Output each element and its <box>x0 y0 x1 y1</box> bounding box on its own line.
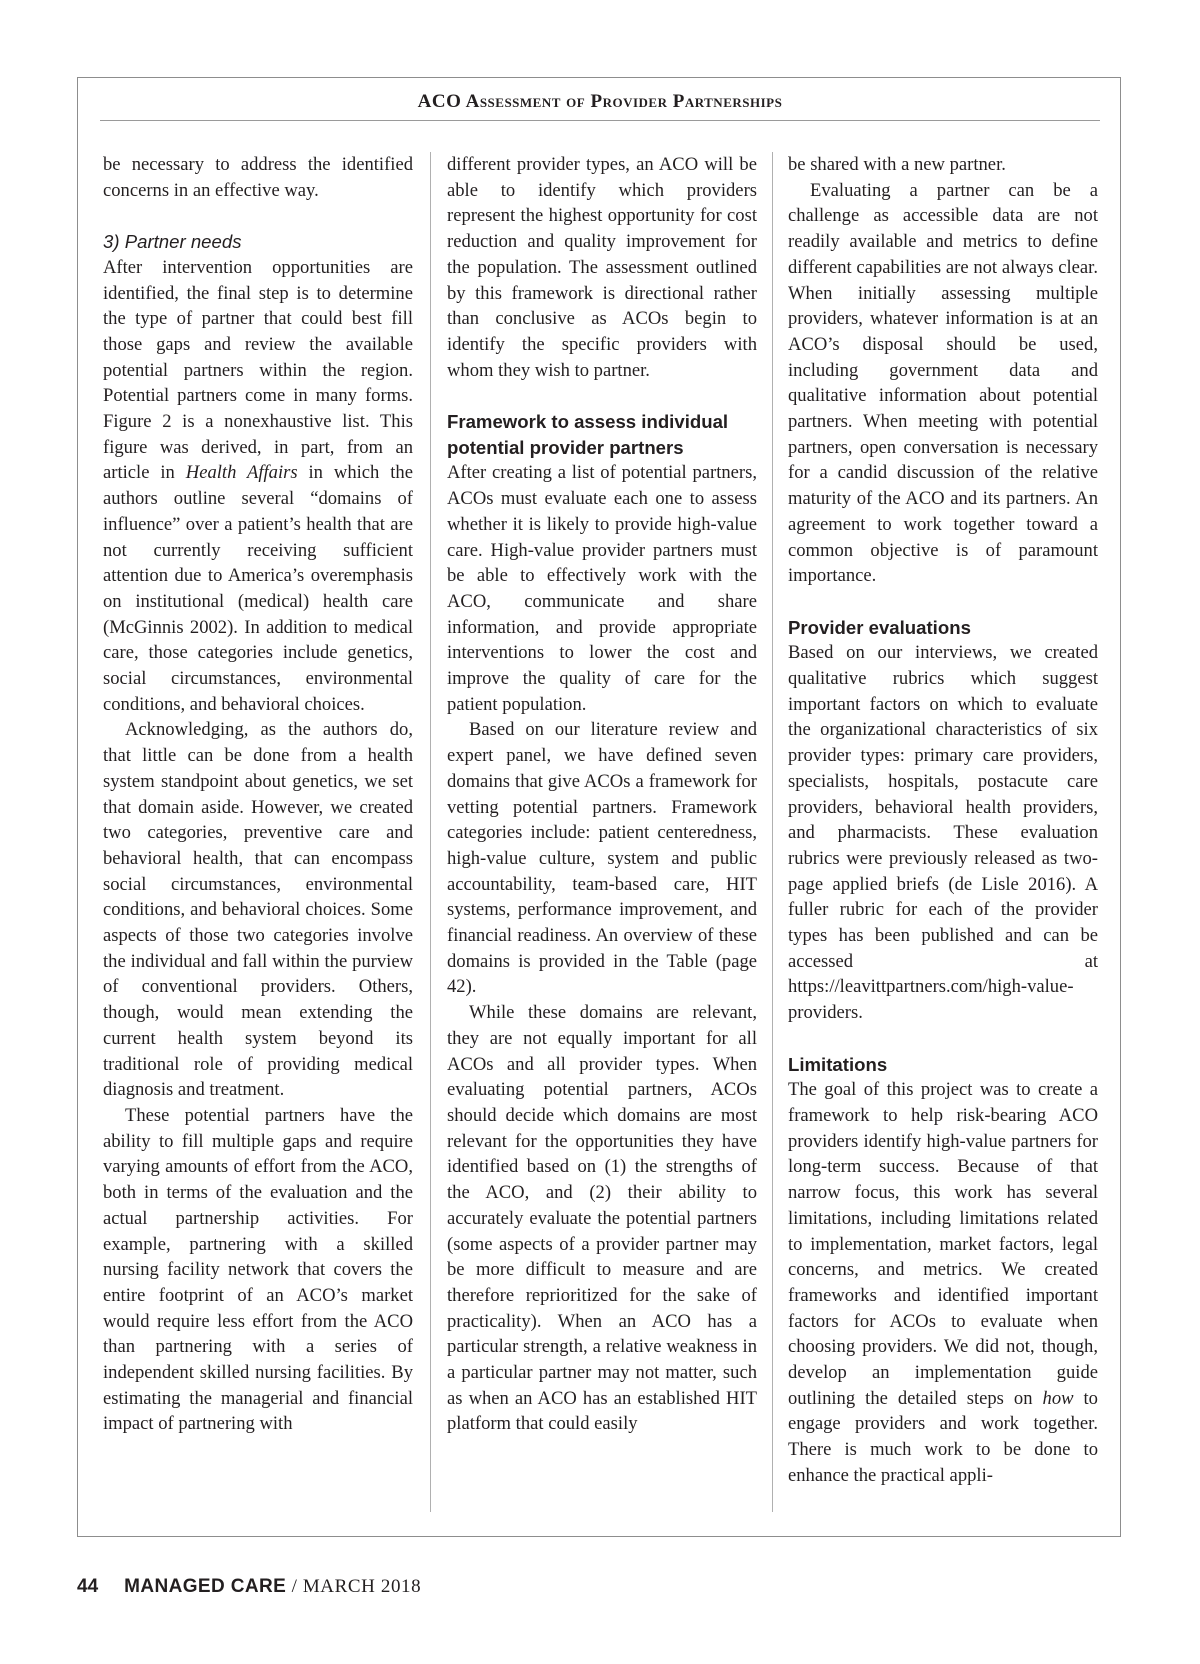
column-divider-1 <box>430 152 431 1512</box>
magazine-name: MANAGED CARE <box>124 1576 287 1597</box>
column2-paragraph-4: While these domains are relevant, they are not equally important for all ACOs and all provider types. When evaluating potential partners, ACOs should decide which domains are most relevant for the opportunities they have identified based on (1) the strengths of the ACO, and (2) their ability to accurately evaluate the potential partners (some aspects of a provider partner may be more difficult to measure and are therefore reprioritized for the sake of practicality). When an ACO has a particular strength, a relative weakness in a particular partner may not matter, such as when an ACO has an established HIT platform that could easily <box>447 1002 757 1435</box>
column-3 <box>788 152 1098 1489</box>
spacer <box>447 383 757 409</box>
subhead-framework: Framework to assess individual potential provider partners <box>447 411 729 458</box>
column3-paragraph-4-a: The goal of this project was to create a framework to help risk-bearing ACO providers identify high-value partners for long-term success. Because of that narrow focus, this work has several limitations, including limitations related to implementation, market factors, legal concerns, and metrics. We created frameworks and identified important factors for ACOs to evaluate when choosing providers. We did not, though, develop an implementation guide outlining the detailed steps on <box>788 1079 1098 1409</box>
running-head: ACO Assessment of Provider Partnerships <box>417 91 783 112</box>
column2-paragraph-3: Based on our literature review and expert panel, we have defined seven domains that give ACOs a framework for vetting potential partners. Framework categories include: patient centeredness, high-value culture, system and public accountability, team-based care, HIT systems, performance improvement, and financial readiness. An overview of these domains is provided in the Table (page 42). <box>447 719 757 998</box>
spacer <box>788 589 1098 615</box>
column1-paragraph-2 <box>103 255 413 718</box>
column1-paragraph-2-b: in which the authors outline several “domains of influence” over a patient’s health that are not currently receiving sufficient attention due to America’s overemphasis on institutional (medical) health care (McGinnis 2002). In addition to medical care, those categories include genetics, social circumstances, environmental conditions, and behavioral choices. <box>103 462 413 715</box>
spacer <box>103 203 413 229</box>
page-number: 44 <box>77 1576 99 1597</box>
column1-paragraph-4: These potential partners have the ability to fill multiple gaps and require varying amounts of effort from the ACO, both in terms of the evaluation and the actual partnership activities. For example, partnering with a skilled nursing facility network that covers the entire footprint of an ACO’s market would require less effort from the ACO than partnering with a series of independent skilled nursing facilities. By estimating the managerial and financial impact of partnering with <box>103 1105 413 1435</box>
column-divider-2 <box>772 152 773 1512</box>
column3-paragraph-2: Evaluating a partner can be a challenge as accessible data are not readily available and metrics to define different capabilities are not always clear. When initially assessing multiple providers, whatever information is at an ACO’s disposal should be used, including government data and qualitative information about potential partners. When meeting with potential partners, open conversation is necessary for a candid discussion of the relative maturity of the ACO and its partners. An agreement to work together toward a common objective is of paramount importance. <box>788 179 1098 587</box>
column2-paragraph-2: After creating a list of potential partners, ACOs must evaluate each one to assess whether it is likely to provide high-value care. High-value provider partners must be able to effectively work with the ACO, communicate and share information, and provide appropriate interventions to lower the cost and improve the quality of care for the patient population. <box>447 462 757 715</box>
page-footer <box>77 1572 421 1602</box>
journal-title: Health Affairs <box>185 462 298 484</box>
column3-paragraph-3: Based on our interviews, we created qualitative rubrics which suggest important factors on which to evaluate the organizational characteristics of six provider types: primary care providers, specialists, hospitals, postacute care providers, behavioral health providers, and pharmacists. These evaluation rubrics were previously released as two-page applied briefs (de Lisle 2016). A fuller rubric for each of the provider types has been published and can be accessed at https://leavittpartners.com/high-value-providers. <box>788 642 1098 1024</box>
column3-paragraph-4-b: to engage providers and work together. There is much work to be done to enhance the practical appli- <box>788 1387 1098 1486</box>
header-rule <box>100 120 1100 121</box>
column1-paragraph-2-a: After intervention opportunities are identified, the final step is to determine the type of partner that could best fill those gaps and review the available potential partners within the region. Potential partners come in many forms. Figure 2 is a nonexhaustive list. This figure was derived, in part, from an article in <box>103 256 413 484</box>
subhead-partner-needs: 3) Partner needs <box>103 231 242 253</box>
column-2 <box>447 152 757 1437</box>
column2-paragraph-1: different provider types, an ACO will be able to identify which providers represent the highest opportunity for cost reduction and quality improvement for the population. The assessment outlined by this framework is directional rather than conclusive as ACOs begin to identify the specific providers with whom they wish to partner. <box>447 154 757 381</box>
spacer <box>788 1026 1098 1052</box>
column-1 <box>103 152 413 1437</box>
issue-date: / MARCH 2018 <box>286 1576 422 1597</box>
emphasis-how: how <box>1042 1387 1074 1409</box>
column3-paragraph-4 <box>788 1077 1098 1488</box>
subhead-provider-evaluations: Provider evaluations <box>788 616 971 638</box>
column1-paragraph-1: be necessary to address the identified concerns in an effective way. <box>103 154 413 201</box>
subhead-limitations: Limitations <box>788 1053 888 1075</box>
column1-paragraph-3: Acknowledging, as the authors do, that little can be done from a health system standpoint about genetics, we set that domain aside. However, we created two categories, preventive care and behavioral health, that can encompass social circumstances, environmental conditions, and behavioral choices. Some aspects of those two categories involve the individual and fall within the purview of conventional providers. Others, though, would mean extending the current health system beyond its traditional role of providing medical diagnosis and treatment. <box>103 719 413 1101</box>
column3-paragraph-1: be shared with a new partner. <box>788 154 1006 175</box>
